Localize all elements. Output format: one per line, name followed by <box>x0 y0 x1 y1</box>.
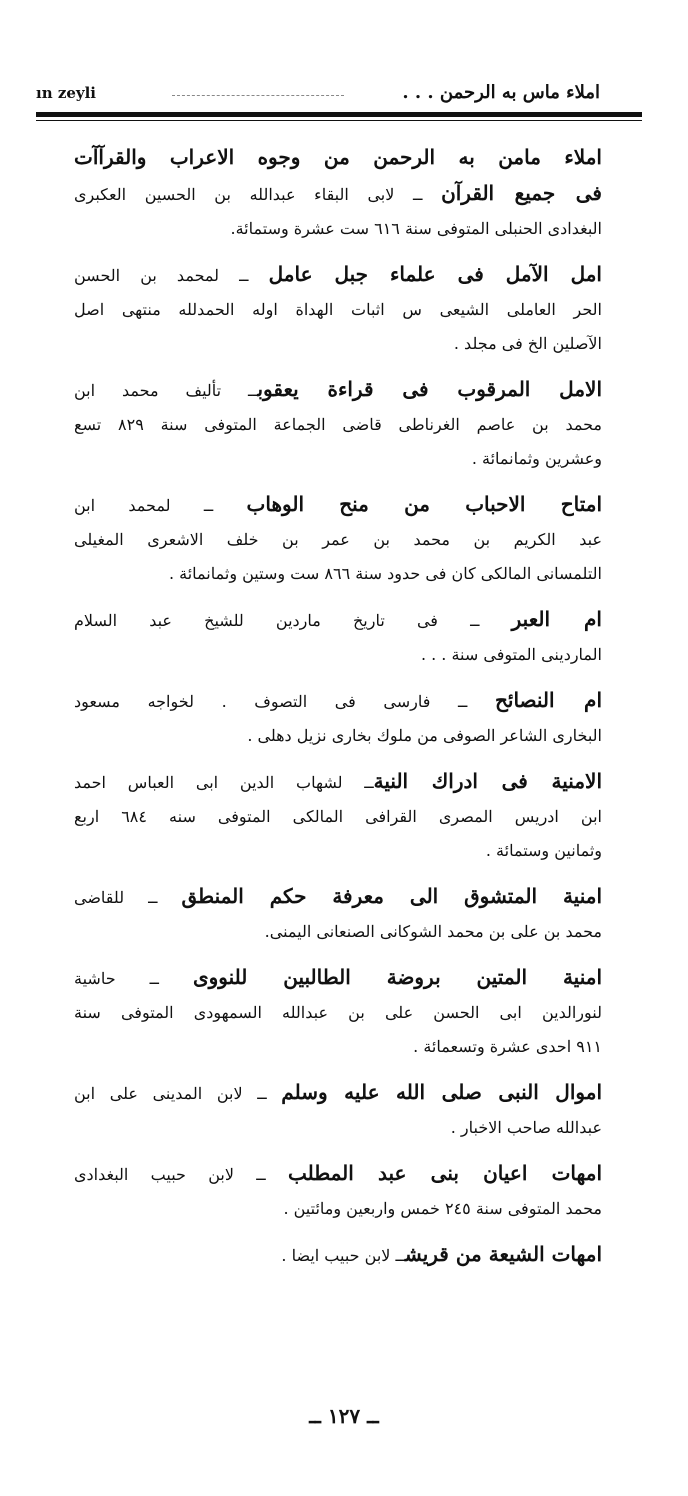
entry-title: امهات الشيعة من قريش <box>404 1242 602 1266</box>
entry-text: الماردينى المتوفى سنة . . . <box>420 645 602 664</box>
entry-line <box>74 1030 602 1064</box>
entry-text: ــ لابى البقاء عبدالله بن الحسين العكبرى <box>74 185 442 204</box>
entry-text: الحر العاملى الشيعى س اثبات الهداة اوله الحمدلله منتهى اصل <box>74 300 602 319</box>
entry-title: ام النصائح <box>494 688 602 712</box>
entry-line <box>74 1192 602 1226</box>
entry-text: ــ لابن حبيب البغدادى <box>74 1165 288 1184</box>
entry-title: امهات اعيان بنى عبد المطلب <box>287 1161 602 1185</box>
bibliography-entry <box>74 602 602 672</box>
bibliography-entry <box>74 764 602 868</box>
entry-title: امنية المتين بروضة الطالبين للنووى <box>192 965 603 989</box>
entry-text: ابن ادريس المصرى القرافى المالكى المتوفى سنه ٦٨٤ اربع <box>74 807 603 826</box>
entries-list <box>74 140 602 1284</box>
entry-line <box>74 487 602 523</box>
running-header-right: املاء ماس به الرحمن . . . <box>402 82 600 103</box>
entry-text: التلمسانى المالكى كان فى حدود سنة ٨٦٦ ست وستين وثمانمائة . <box>168 564 602 583</box>
entry-title: امتاح الاحباب من منح الوهاب <box>246 492 603 516</box>
entry-line <box>74 1111 602 1145</box>
header-rule-thick <box>36 112 642 117</box>
bibliography-entry <box>74 683 602 753</box>
entry-text: لنورالدين ابى الحسن على بن عبدالله السمهودى المتوفى سنة <box>74 1003 602 1022</box>
entry-text: وثمانين وستمائة . <box>485 841 602 860</box>
running-header-left: ın zeyli <box>36 84 96 102</box>
entry-line <box>74 442 602 476</box>
entry-title: امنية المتشوق الى معرفة حكم المنطق <box>181 884 603 908</box>
bibliography-entry <box>74 1237 602 1273</box>
entry-line <box>74 1156 602 1192</box>
entry-line <box>74 372 602 408</box>
entry-line <box>74 683 602 719</box>
entry-line <box>74 212 602 246</box>
entry-title: الامل المرقوب فى قراءة يعقوب <box>257 377 603 401</box>
entry-line <box>74 176 602 212</box>
entry-text: ٩١١ احدى عشرة وتسعمائة . <box>413 1037 602 1056</box>
entry-text: ــ حاشية <box>74 969 193 988</box>
entry-line <box>74 293 602 327</box>
entry-text: عبدالله صاحب الاخبار . <box>450 1118 602 1137</box>
entry-title: فى جميع القرآن <box>441 181 602 205</box>
entry-text: محمد المتوفى سنة ٢٤٥ خمس واربعين ومائتين . <box>283 1199 602 1218</box>
entry-text: ــ لمحمد بن الحسن <box>74 266 269 285</box>
entry-text: عبد الكريم بن محمد بن عمر بن خلف الاشعرى المغيلى <box>74 530 602 549</box>
entry-title: املاء مامن به الرحمن من وجوه الاعراب والقرآآت <box>74 145 602 169</box>
entry-line <box>74 834 602 868</box>
entry-text: محمد بن عاصم الغرناطى قاضى الجماعة المتوفى سنة ٨٢٩ تسع <box>74 415 603 434</box>
entry-title: الامنية فى ادراك النية <box>373 769 602 793</box>
bibliography-entry <box>74 257 602 361</box>
entry-line <box>74 719 602 753</box>
entry-line <box>74 1237 602 1273</box>
bibliography-entry <box>74 487 602 591</box>
entry-line <box>74 327 602 361</box>
entry-text: البخارى الشاعر الصوفى من ملوك بخارى نزيل دهلى . <box>247 726 602 745</box>
bibliography-entry <box>74 372 602 476</box>
entry-text: ــ لابن حبيب ايضا . <box>281 1246 405 1265</box>
entry-text: ــ للقاضى <box>74 888 182 907</box>
entry-line <box>74 996 602 1030</box>
entry-text: ــ لمحمد ابن <box>74 496 247 515</box>
header-rule-thin <box>36 120 642 121</box>
entry-line <box>74 960 602 996</box>
entry-text: ــ فارسى فى التصوف . لخواجه مسعود <box>74 692 495 711</box>
entry-title: اموال النبى صلى الله عليه وسلم <box>281 1080 603 1104</box>
header-divider-dashes <box>172 95 344 98</box>
entry-text: ــ لشهاب الدين ابى العباس احمد <box>74 773 374 792</box>
bibliography-entry <box>74 960 602 1064</box>
entry-line <box>74 915 602 949</box>
bibliography-entry <box>74 1156 602 1226</box>
bibliography-entry <box>74 1075 602 1145</box>
entry-line <box>74 1075 602 1111</box>
entry-line <box>74 257 602 293</box>
page-number: ــ ١٢٧ ــ <box>309 1404 379 1428</box>
entry-text: وعشرين وثمانمائة . <box>471 449 602 468</box>
bibliography-entry <box>74 140 602 246</box>
bibliography-entry <box>74 879 602 949</box>
entry-line <box>74 602 602 638</box>
entry-title: امل الآمل فى علماء جبل عامل <box>268 262 602 286</box>
entry-line <box>74 638 602 672</box>
entry-text: ــ لابن المدينى على ابن <box>74 1084 282 1103</box>
entry-text: محمد بن على بن محمد الشوكانى الصنعانى اليمنى. <box>264 922 602 941</box>
entry-text: الآصلين الخ فى مجلد . <box>453 334 602 353</box>
entry-line <box>74 764 602 800</box>
entry-text: البغدادى الحنبلى المتوفى سنة ٦١٦ ست عشرة وستمائة. <box>230 219 602 238</box>
entry-line <box>74 557 602 591</box>
entry-line <box>74 879 602 915</box>
entry-line <box>74 800 602 834</box>
entry-text: ــ فى تاريخ ماردين للشيخ عبد السلام <box>74 611 512 630</box>
entry-title: ام العبر <box>511 607 602 631</box>
entry-text: ــ تأليف محمد ابن <box>74 381 258 400</box>
entry-line <box>74 140 602 176</box>
entry-line <box>74 523 602 557</box>
entry-line <box>74 408 602 442</box>
